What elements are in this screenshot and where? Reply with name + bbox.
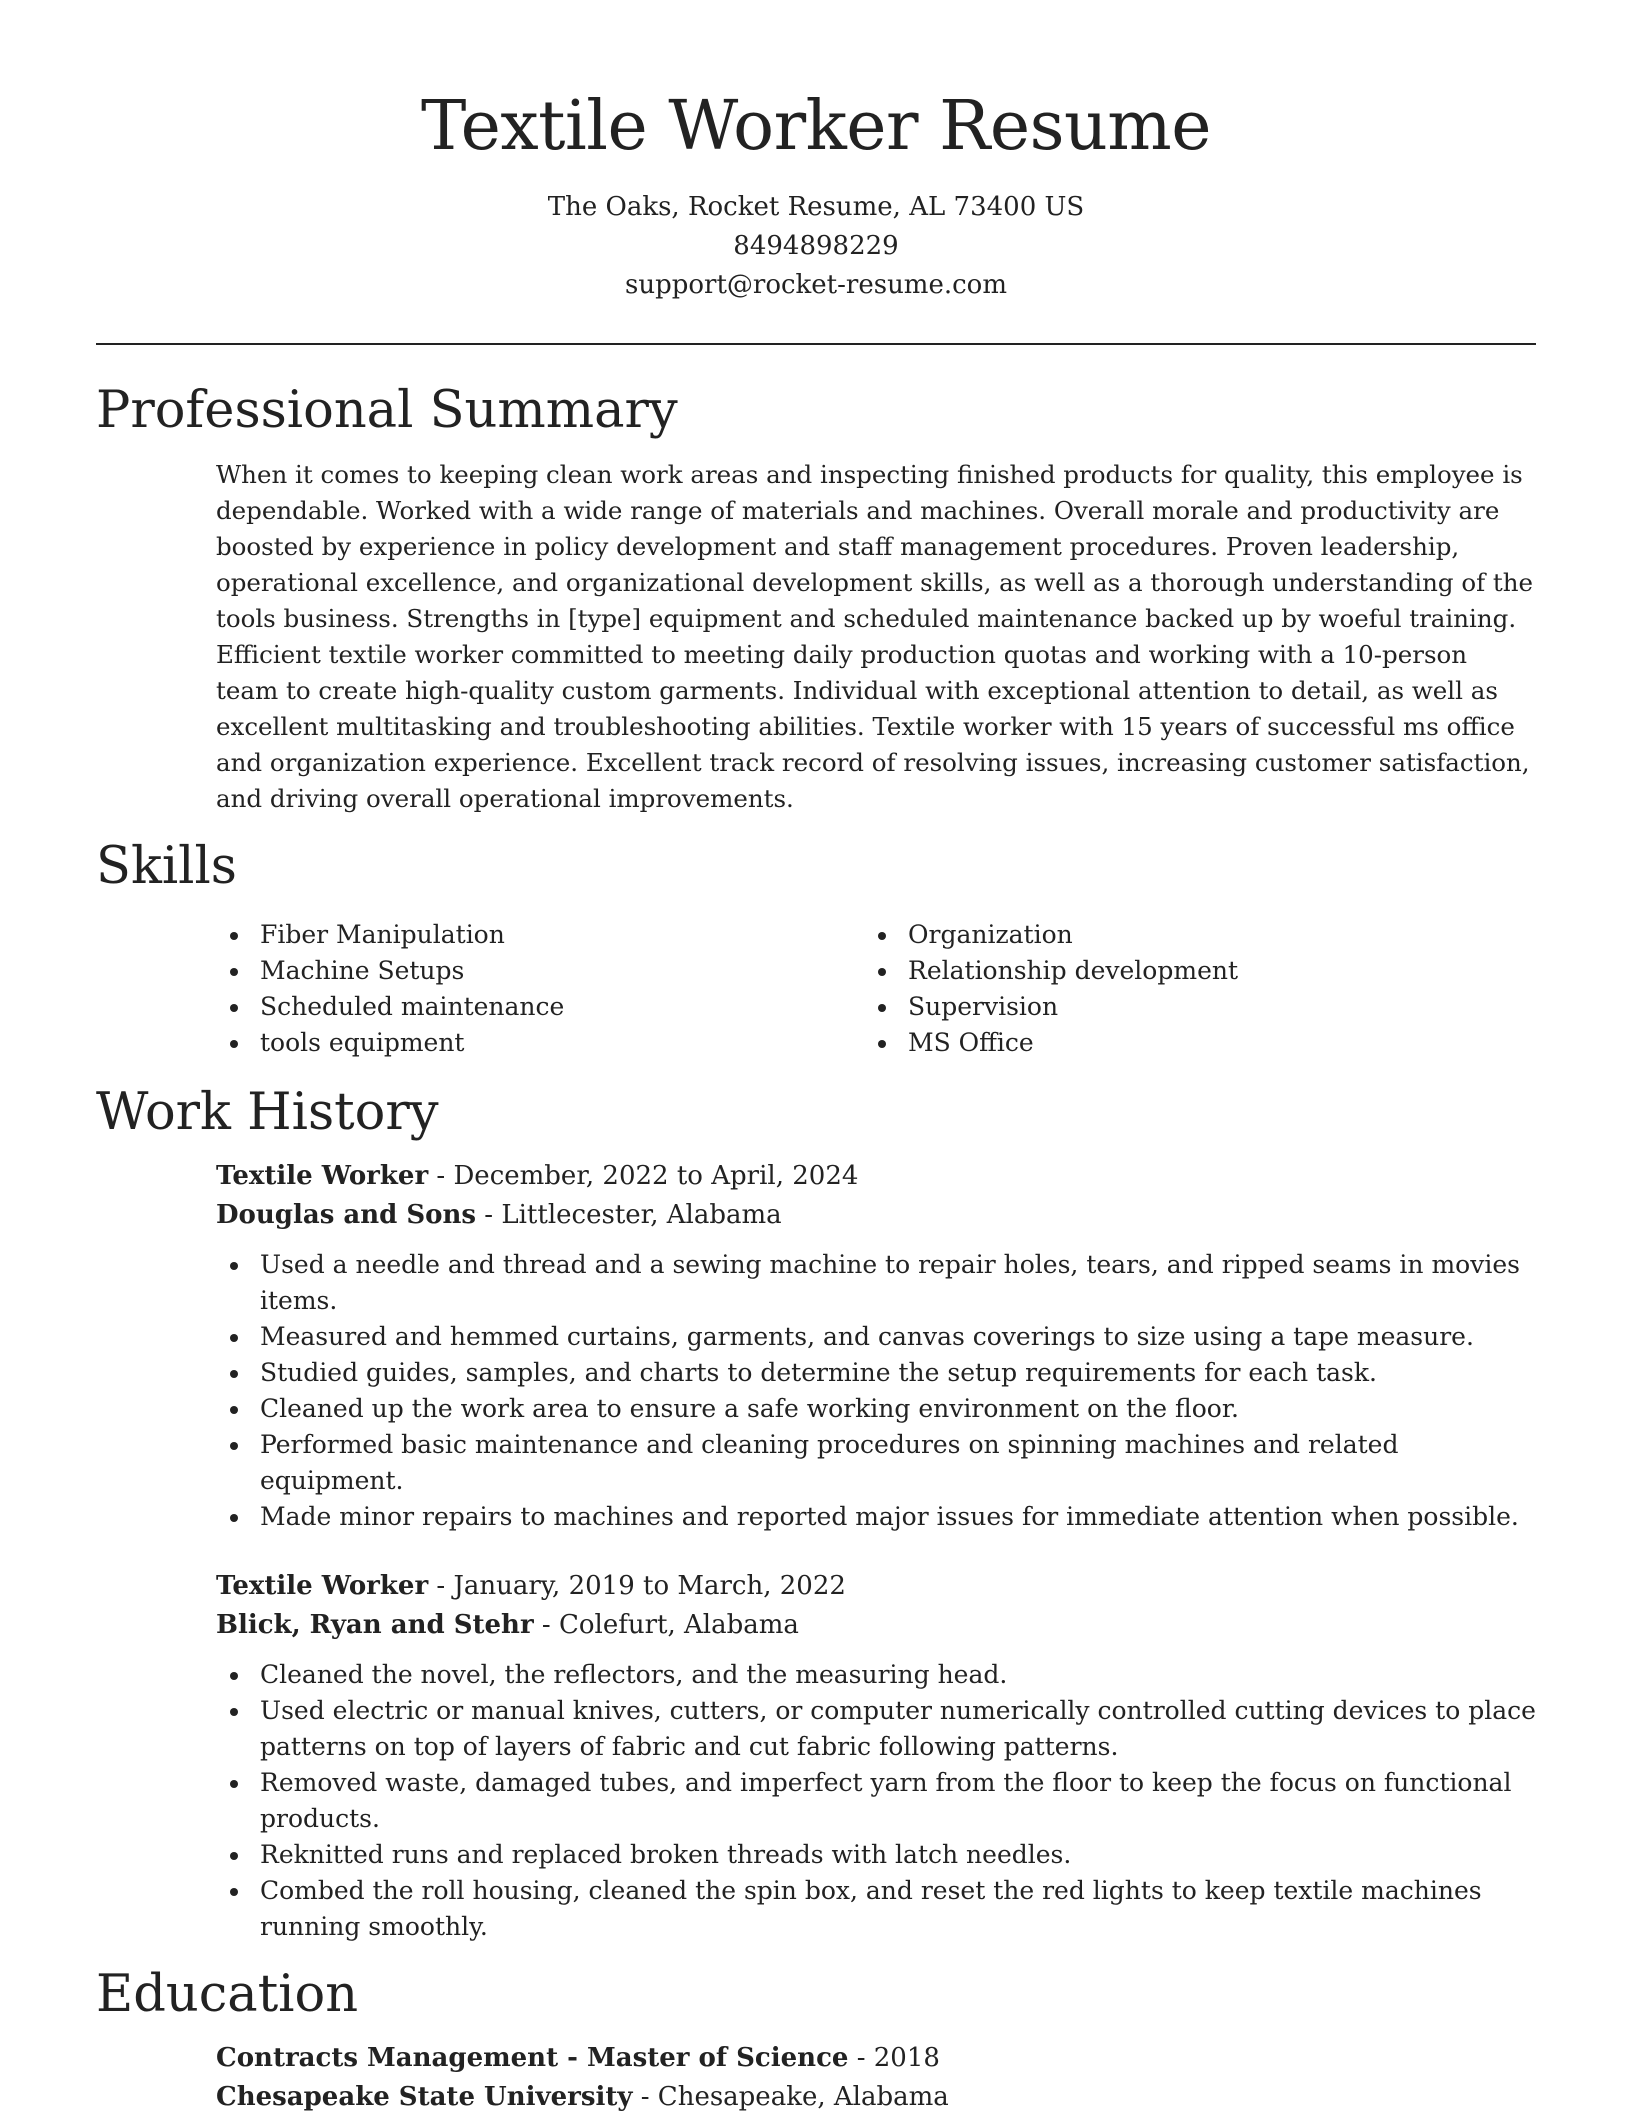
job-bullet: Used electric or manual knives, cutters, or computer numerically controlled cutting devices to place patterns on top of layers of fabric and cut fabric following patterns.: [216, 1693, 1536, 1765]
skills-grid: [216, 917, 1536, 1061]
education-degree-line: [216, 2039, 1536, 2078]
education-location: - Chesapeake, Alabama: [632, 2082, 949, 2112]
job-entry: [216, 1567, 1536, 1945]
education-entry: [216, 2039, 1536, 2117]
summary-heading: Professional Summary: [96, 381, 678, 440]
job-bullet: Studied guides, samples, and charts to determine the setup requirements for each task.: [216, 1355, 1536, 1391]
job-bullet: Measured and hemmed curtains, garments, and canvas coverings to size using a tape measure.: [216, 1319, 1536, 1355]
resume-title: Textile Worker Resume: [421, 87, 1211, 166]
skill-item: Scheduled maintenance: [216, 989, 864, 1025]
skill-item: Machine Setups: [216, 953, 864, 989]
education-section: [96, 1965, 1536, 2117]
summary-text: When it comes to keeping clean work areas and inspecting finished products for quality, this employee is dependable. Worked with a wide range of materials and machines. Overall morale and productivity are boosted by experience in policy development and staff management procedures. Proven leadership, operational excellence, and organizational development skills, as well as a thorough understanding of the tools business. Strengths in [type] equipment and scheduled maintenance backed up by woeful training. Efficient textile worker committed to meeting daily production quotas and working with a 10-person team to create high-quality custom garments. Individual with exceptional attention to detail, as well as excellent multitasking and troubleshooting abilities. Textile worker with 15 years of successful ms office and organization experience. Excellent track record of resolving issues, increasing customer satisfaction, and driving overall operational improvements.: [216, 460, 1534, 813]
resume-header: [96, 0, 1536, 305]
job-bullet: Removed waste, damaged tubes, and imperfect yarn from the floor to keep the focus on functional products.: [216, 1765, 1536, 1837]
job-bullet: Cleaned up the work area to ensure a safe working environment on the floor.: [216, 1391, 1536, 1427]
job-company: Blick, Ryan and Stehr: [216, 1610, 534, 1640]
work-history-heading: Work History: [96, 1083, 439, 1142]
job-dates: - December, 2022 to April, 2024: [428, 1161, 859, 1191]
job-bullet: Cleaned the novel, the reflectors, and the measuring head.: [216, 1657, 1536, 1693]
job-role: Textile Worker: [216, 1571, 429, 1601]
skills-section: [96, 837, 1536, 1061]
skill-item: MS Office: [864, 1025, 1512, 1061]
skill-item: Relationship development: [864, 953, 1512, 989]
job-bullet: Performed basic maintenance and cleaning procedures on spinning machines and related equipment.: [216, 1427, 1536, 1499]
job-company-line: [216, 1196, 1536, 1235]
work-history-section: [96, 1083, 1536, 1945]
contact-address: The Oaks, Rocket Resume, AL 73400 US: [547, 192, 1085, 222]
job-bullet: Made minor repairs to machines and reported major issues for immediate attention when possible.: [216, 1499, 1536, 1535]
education-school: Chesapeake State University: [216, 2082, 633, 2112]
education-heading: Education: [96, 1965, 359, 2024]
skills-column-right: [864, 917, 1512, 1061]
education-year: - 2018: [848, 2043, 940, 2073]
skill-item: Supervision: [864, 989, 1512, 1025]
job-title-line: [216, 1567, 1536, 1606]
job-title-line: [216, 1157, 1536, 1196]
job-entry: [216, 1157, 1536, 1535]
job-dates: - January, 2019 to March, 2022: [428, 1571, 846, 1601]
skills-column-left: [216, 917, 864, 1061]
job-bullets: [216, 1657, 1536, 1945]
skills-heading: Skills: [96, 837, 237, 896]
job-company-line: [216, 1606, 1536, 1645]
job-bullet: Used a needle and thread and a sewing machine to repair holes, tears, and ripped seams in movies items.: [216, 1247, 1536, 1319]
job-company: Douglas and Sons: [216, 1200, 477, 1230]
summary-section: [96, 381, 1536, 817]
job-bullets: [216, 1247, 1536, 1535]
skill-item: Organization: [864, 917, 1512, 953]
contact-phone: 8494898229: [733, 231, 899, 261]
skill-item: Fiber Manipulation: [216, 917, 864, 953]
education-degree: - Master of Science: [558, 2043, 849, 2073]
skill-item: tools equipment: [216, 1025, 864, 1061]
education-field: Contracts Management: [216, 2043, 559, 2073]
contact-email: support@rocket-resume.com: [624, 270, 1007, 300]
job-role: Textile Worker: [216, 1161, 429, 1191]
job-bullet: Combed the roll housing, cleaned the spin box, and reset the red lights to keep textile machines running smoothly.: [216, 1873, 1536, 1945]
job-bullet: Reknitted runs and replaced broken threads with latch needles.: [216, 1837, 1536, 1873]
job-location: - Littlecester, Alabama: [476, 1200, 782, 1230]
header-divider: [96, 343, 1536, 345]
education-school-line: [216, 2078, 1536, 2117]
job-location: - Colefurt, Alabama: [533, 1610, 799, 1640]
